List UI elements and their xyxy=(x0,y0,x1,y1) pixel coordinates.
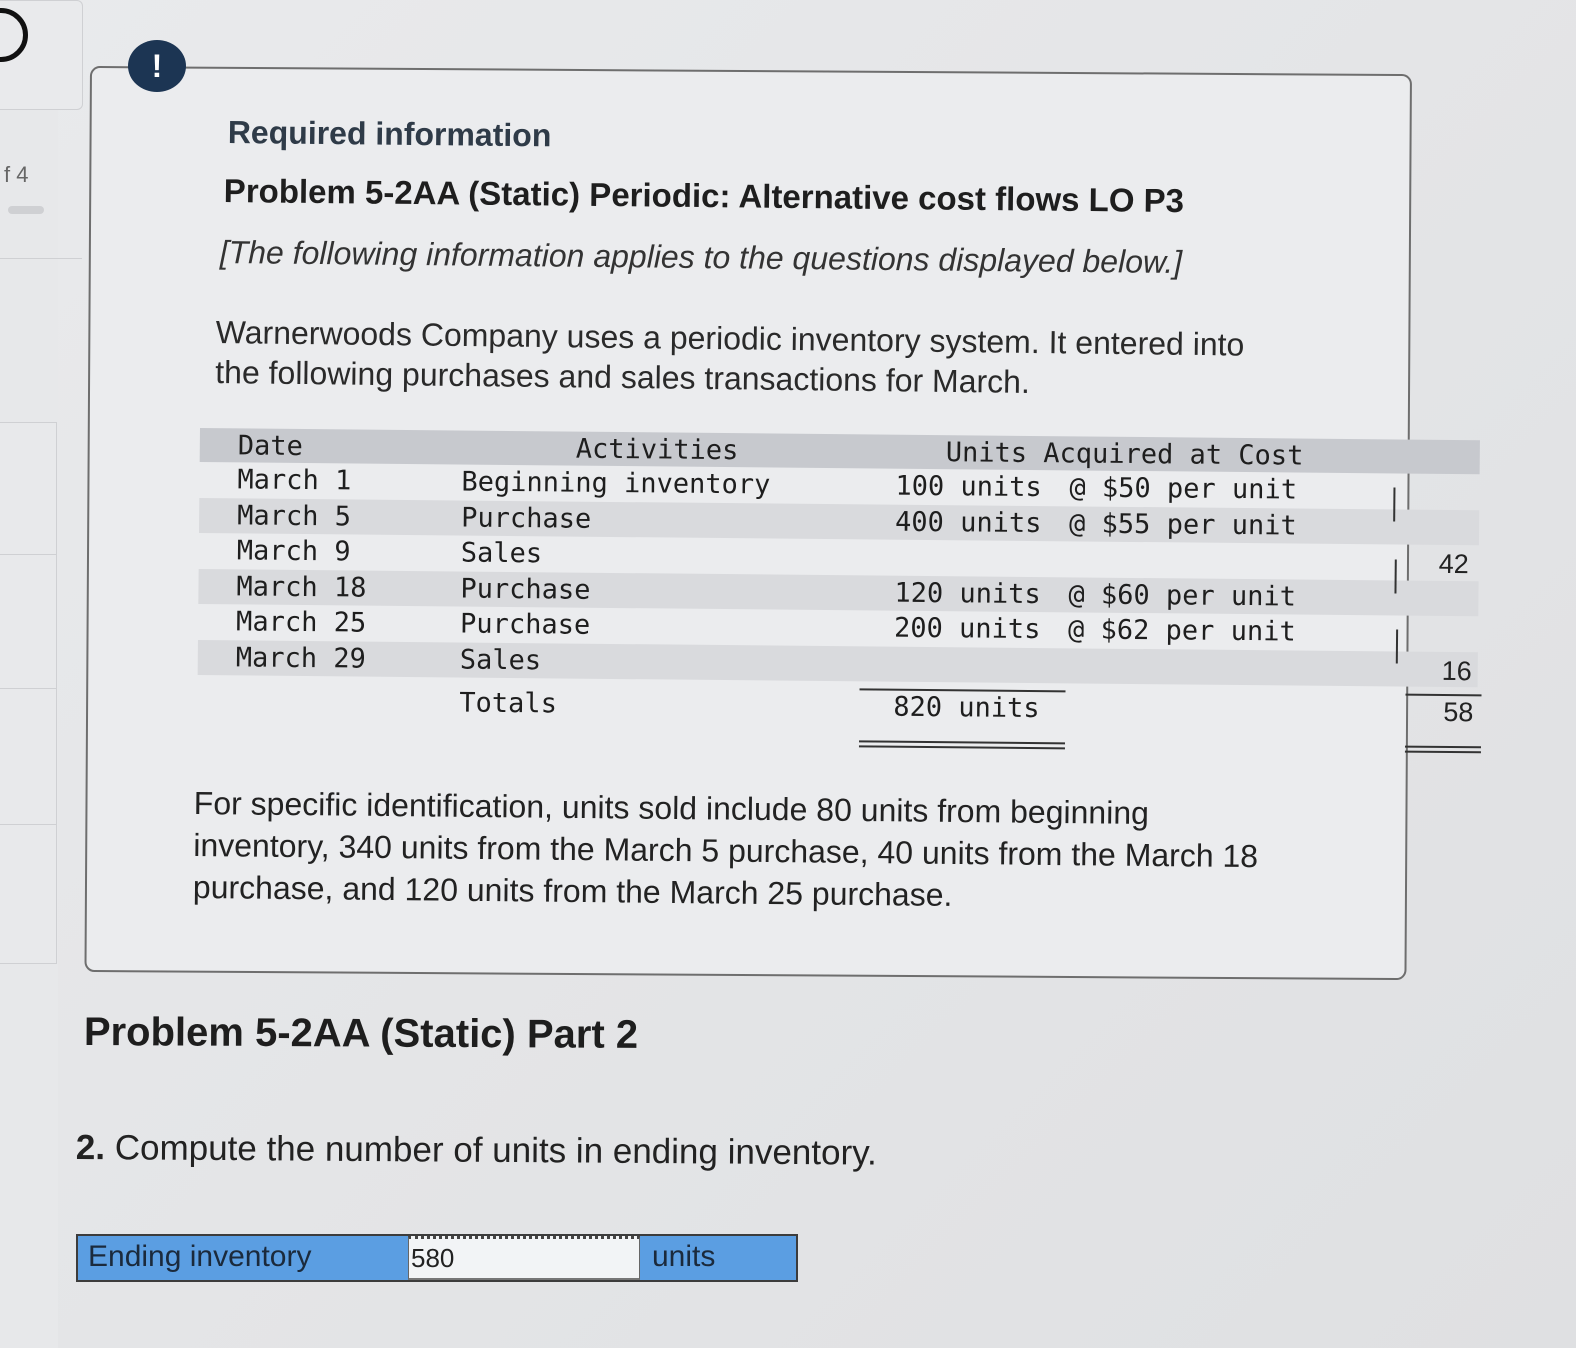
sidebar-item[interactable] xyxy=(0,422,57,556)
column-divider xyxy=(1393,487,1395,521)
totals-units: 820 units xyxy=(893,691,1040,725)
sidebar-item[interactable] xyxy=(0,824,57,964)
totals-label: Totals xyxy=(459,687,558,720)
transactions-table xyxy=(197,428,1480,735)
row-units: 200 units xyxy=(893,612,1041,646)
question xyxy=(76,1128,877,1174)
row-activity: Sales xyxy=(459,644,542,676)
column-divider xyxy=(1396,629,1398,663)
row-date: March 25 xyxy=(235,606,367,639)
row-activity: Purchase xyxy=(460,573,591,606)
ending-inventory-input[interactable] xyxy=(408,1236,640,1280)
row-activity: Purchase xyxy=(459,608,591,641)
part-title: Problem 5-2AA (Static) Part 2 xyxy=(83,1010,639,1057)
units-sold-clipped: 42 xyxy=(1438,548,1469,580)
sidebar-item[interactable] xyxy=(0,554,57,690)
row-units: 100 units xyxy=(895,470,1042,504)
row-cost: @ $60 per unit xyxy=(1068,578,1297,613)
specific-identification-text: For specific identification, units sold include 80 units from beginning inventory, 340 units from the March 5 purchase, 40 units from the March 18 purchase, and 120 units from the March 25 purchase. xyxy=(192,784,1259,913)
row-activity: Beginning inventory xyxy=(461,466,771,501)
info-note: [The following information applies to the questions displayed below.] xyxy=(219,234,1183,281)
header-activities: Activities xyxy=(575,433,739,467)
row-units: 120 units xyxy=(894,577,1041,610)
row-date: March 9 xyxy=(236,535,351,568)
row-activity: Purchase xyxy=(461,502,592,535)
row-cost: @ $50 per unit xyxy=(1069,472,1298,506)
page-fragment: f 4 xyxy=(4,162,29,187)
row-date: March 18 xyxy=(236,570,367,604)
row-cost: @ $55 per unit xyxy=(1068,507,1297,542)
sidebar-item[interactable] xyxy=(0,688,57,826)
row-units: 400 units xyxy=(894,506,1042,539)
sales-double-underline xyxy=(1405,751,1481,754)
problem-title: Problem 5-2AA (Static) Periodic: Alternative cost flows LO P3 xyxy=(223,172,1185,220)
row-activity: Sales xyxy=(460,537,543,570)
units-label: units xyxy=(652,1240,716,1273)
alert-icon: ! xyxy=(128,40,186,92)
required-info-heading: Required information xyxy=(227,114,552,154)
column-divider xyxy=(1394,559,1396,593)
units-sold-clipped: 16 xyxy=(1441,655,1472,686)
sidebar-divider xyxy=(0,258,82,259)
ending-inventory-label: Ending inventory xyxy=(88,1240,312,1273)
sales-double-underline xyxy=(1405,746,1481,749)
header-date: Date xyxy=(237,430,304,462)
row-date: March 29 xyxy=(235,641,366,675)
problem-description: Warnerwoods Company uses a periodic inventory system. It entered into the following purchases and sales transactions for March. xyxy=(215,313,1245,400)
sidebar-progress-bar xyxy=(8,206,44,214)
row-date: March 1 xyxy=(237,464,352,497)
header-units-acquired: Units Acquired at Cost xyxy=(945,437,1304,472)
question-number: 2. xyxy=(75,1128,106,1168)
row-cost: @ $62 per unit xyxy=(1067,614,1296,648)
ending-inventory-row xyxy=(76,1234,798,1282)
row-date: March 5 xyxy=(237,499,352,532)
question-text: Compute the number of units in ending inventory. xyxy=(114,1128,877,1173)
total-sold-clipped: 58 xyxy=(1443,696,1474,728)
